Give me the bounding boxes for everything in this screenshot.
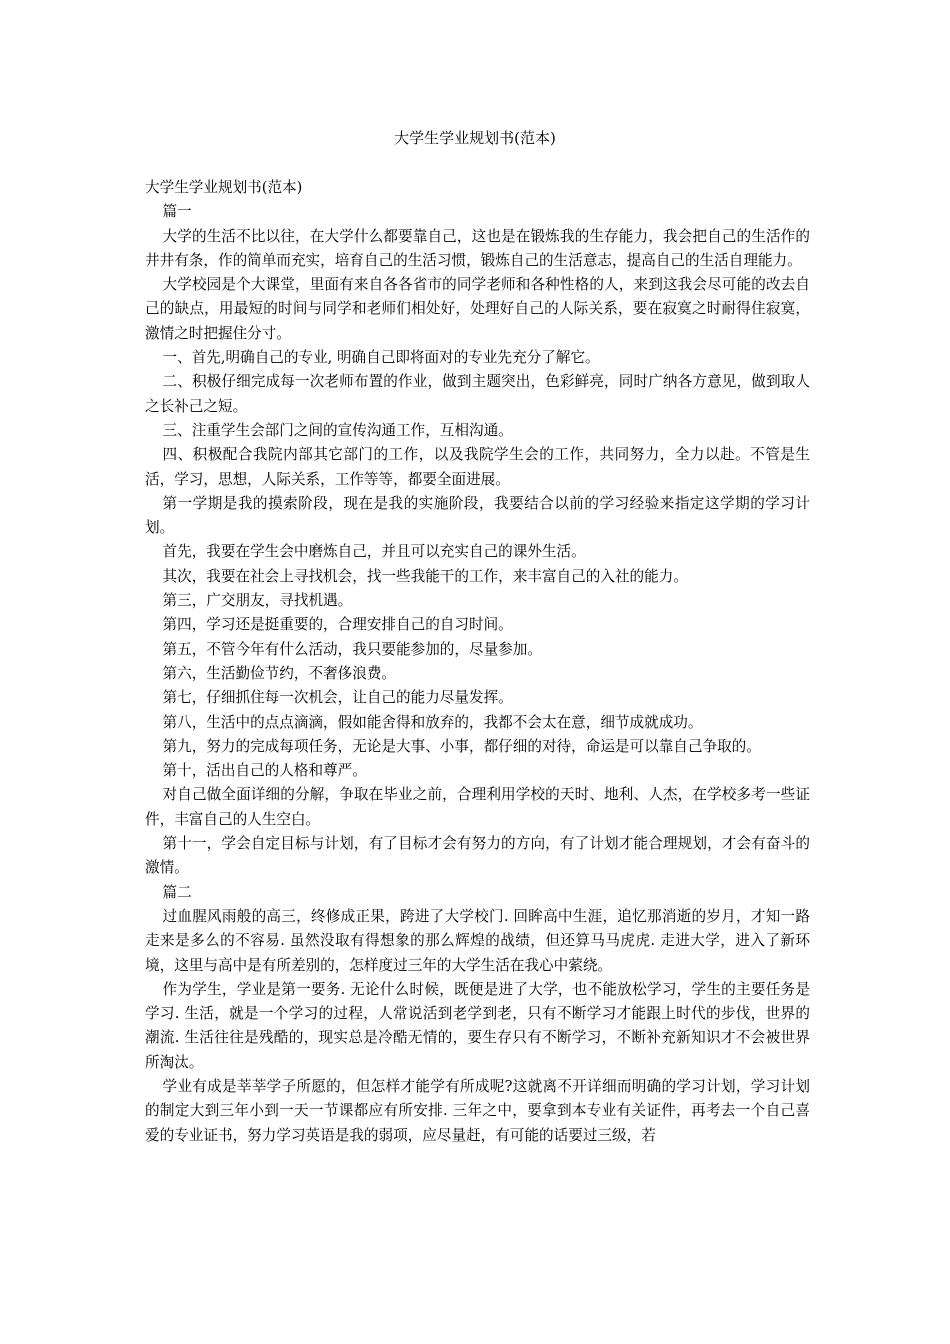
body-paragraph: 第四，学习还是挺重要的，合理安排自己的自习时间。	[162, 616, 513, 634]
body-paragraph: 过血腥风雨般的高三，终修成正果，跨进了大学校门. 回眸高中生涯，追忆那消逝的岁月，才知一路走来是多么的不容易. 虽然没取有得想象的那么辉煌的战绩，但还算马马虎虎. 走进大学，进入了新环境，这里与高中是有所差别的，怎样度过三年的大学生活在我心中萦绕。	[145, 907, 810, 974]
body-paragraph: 一、首先,明确自己的专业, 明确自己即将面对的专业先充分了解它。	[162, 349, 600, 367]
body-paragraph: 大学的生活不比以往，在大学什么都要靠自己，这也是在锻炼我的生存能力，我会把自己的生活作的井井有条，作的简单而充实，培育自己的生活习惯，锻炼自己的生活意志，提高自己的生活自理能力。	[145, 227, 810, 269]
body-paragraph: 第九，努力的完成每项任务，无论是大事、小事，都仔细的对待，命运是可以靠自己争取的。	[162, 737, 761, 755]
body-paragraph: 第一学期是我的摸索阶段，现在是我的实施阶段，我要结合以前的学习经验来指定这学期的学习计划。	[145, 494, 810, 537]
page-title: 大学生学业规划书(范本)	[394, 129, 556, 147]
body-paragraph: 四、积极配合我院内部其它部门的工作，以及我院学生会的工作，共同努力，全力以赴。不管是生活，学习，思想，人际关系，工作等等，都要全面进展。	[145, 446, 810, 488]
body-paragraph: 第十，活出自己的人格和尊严。	[162, 762, 367, 780]
body-paragraph: 大学生学业规划书(范本)	[145, 179, 303, 196]
body-paragraph: 三、注重学生会部门之间的宣传沟通工作，互相沟通。	[162, 421, 513, 439]
document-body	[145, 176, 810, 1148]
body-paragraph: 第八，生活中的点点滴滴，假如能舍得和放弃的，我都不会太在意，细节成就成功。	[162, 713, 703, 731]
body-paragraph: 二、积极仔细完成每一次老师布置的作业，做到主题突出，色彩鲜亮，同时广纳各方意见，做到取人之长补己之短。	[145, 373, 810, 415]
body-paragraph: 第五，不管今年有什么活动，我只要能参加的，尽量参加。	[162, 640, 542, 658]
body-paragraph: 篇二	[162, 883, 192, 901]
body-paragraph: 大学校园是个大课堂，里面有来自各各省市的同学老师和各种性格的人，来到这我会尽可能的改去自己的缺点，用最短的时间与同学和老师们相处好，处理好自己的人际关系，要在寂寞之时耐得住寂寞，激情之时把握住分寸。	[145, 276, 810, 342]
body-paragraph: 对自己做全面详细的分解，争取在毕业之前，合理利用学校的天时、地利、人杰，在学校多考一些证件，丰富自己的人生空白。	[145, 786, 810, 828]
body-paragraph: 篇一	[162, 203, 192, 221]
body-paragraph: 作为学生，学业是第一要务. 无论什么时候，既便是进了大学，也不能放松学习，学生的主要任务是学习. 生活，就是一个学习的过程，人常说活到老学到老，只有不断学习才能跟上时代的步伐，世界的潮流. 生活往往是残酷的，现实总是冷酷无情的，要生存只有不断学习，不断补充新知识才不会被世界所淘汰。	[145, 980, 810, 1071]
body-paragraph: 其次，我要在社会上寻找机会，找一些我能干的工作，来丰富自己的入社的能力。	[162, 567, 688, 585]
body-paragraph: 第七，仔细抓住每一次机会，让自己的能力尽量发挥。	[162, 689, 513, 707]
body-paragraph: 第六，生活勤俭节约，不奢侈浪费。	[162, 664, 397, 682]
body-paragraph: 学业有成是莘莘学子所愿的，但怎样才能学有所成呢?这就离不开详细而明确的学习计划，学习计划的制定大到三年小到一天一节课都应有所安排. 三年之中，要拿到本专业有关证件，再考去一个自己喜爱的专业证书，努力学习英语是我的弱项，应尽量赶，有可能的话要过三级，若	[145, 1077, 810, 1144]
body-paragraph: 第三，广交朋友，寻找机遇。	[162, 592, 353, 610]
body-paragraph: 首先，我要在学生会中磨炼自己，并且可以充实自己的课外生活。	[162, 543, 586, 561]
body-paragraph: 第十一，学会自定目标与计划，有了目标才会有努力的方向，有了计划才能合理规划，才会有奋斗的激情。	[145, 835, 810, 877]
